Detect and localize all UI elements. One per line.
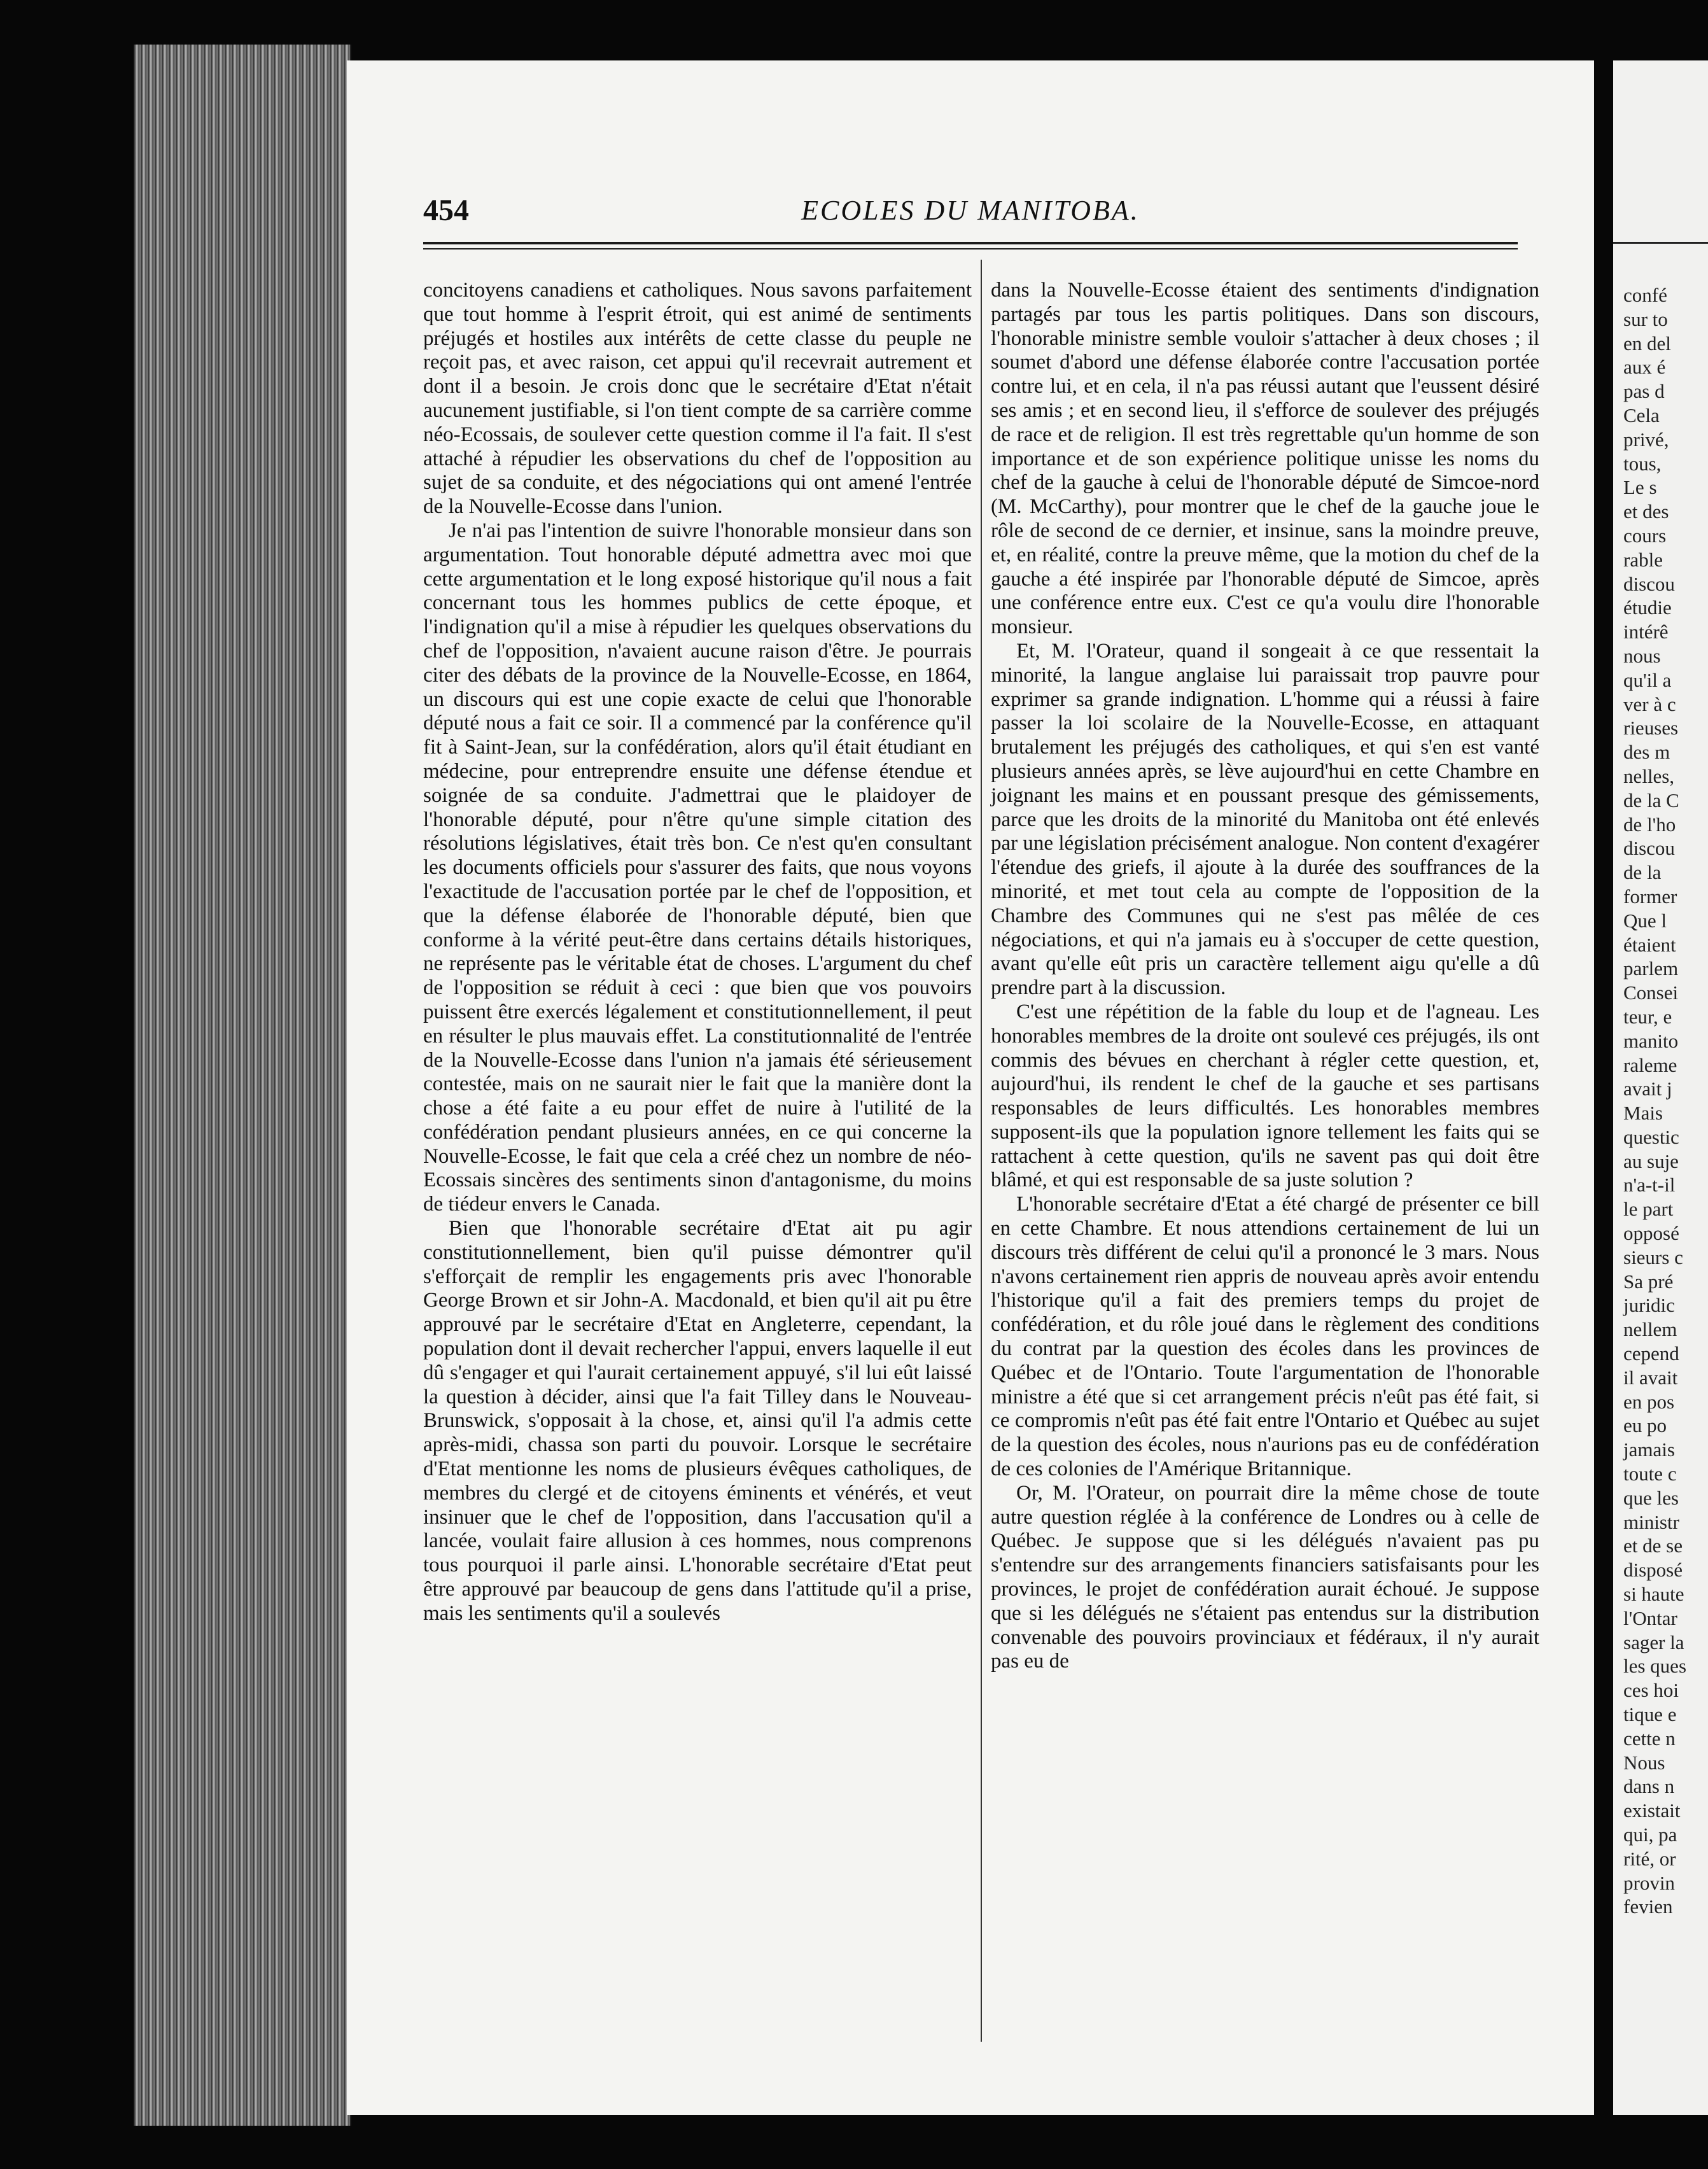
facing-page-line: il avait [1623, 1366, 1678, 1389]
facing-page-line: parlem [1623, 957, 1679, 980]
facing-page-line: toute c [1623, 1463, 1677, 1485]
facing-page-line: cette n [1623, 1727, 1676, 1750]
facing-page-line: nellem [1623, 1318, 1677, 1341]
paragraph: Je n'ai pas l'intention de suivre l'honorable monsieur dans son argumentation. Tout honorable député admettra avec moi que cette argumentation et le long exposé historique qu'il nous a fait concernant tous les hommes publics de cette époque, et l'indignation qu'il a mise à répudier les quelques observations du chef de l'opposition, n'avaient aucune raison d'être. Je pourrais citer des débats de la province de la Nouvelle-Ecosse, en 1864, un discours qui est une copie exacte de celui que l'honorable député nous a fait ce soir. Il a commencé par la conférence qu'il fit à Saint-Jean, sur la confédération, alors qu'il était étudiant en médecine, pour entreprendre ensuite une défense étendue et soignée de sa conduite. J'admettrai que le plaidoyer de l'honorable député, pour n'être qu'une simple citation des résolutions législatives, était très bon. Ce n'est qu'en consultant les documents officiels pour s'assurer des faits, que nous voyons l'exactitude de l'accusation portée par le chef de l'opposition, et que la défense élaborée de l'honorable député, bien que conforme à la vérité peut-être dans certains détails historiques, ne représente pas le véritable état de choses. L'argument du chef de l'opposition se réduit à ceci : que bien que vos pouvoirs puissent être exercés légalement et constitutionnellement, il peut en résulter le plus mauvais effet. La constitutionnalité de l'entrée de la Nouvelle-Ecosse dans l'union n'a jamais été sérieusement contestée, mais on ne saurait nier le fait que la manière dont la chose a été faite a eu pour effet de nuire à l'utilité de la confédération pendant plusieurs années, en ce qui concerne la Nouvelle-Ecosse, le fait que cela a créé chez un nombre de néo-Ecossais sincères des sentiments sinon d'antagonisme, du moins de tiédeur envers le Canada. [423, 519, 972, 1216]
facing-page-line: nous [1623, 644, 1661, 667]
page-header [423, 188, 1518, 232]
facing-page-line: des m [1623, 741, 1670, 764]
paragraph: concitoyens canadiens et catholiques. Nous savons parfaitement que tout homme à l'esprit étroit, qui est animé de sentiments préjugés et hostiles aux intérêts de cette classe du peuple ne reçoit pas, et avec raison, cet appui qu'il recevrait autrement et dont il a besoin. Je crois donc que le secrétaire d'Etat n'était aucunement justifiable, si l'on tient compte de sa carrière comme néo-Ecossais, de soulever cette question comme il l'a fait. Il s'est attaché à répudier les observations du chef de l'opposition au sujet de sa conduite, et des négociations qui ont amené l'entrée de la Nouvelle-Ecosse dans l'union. [423, 279, 972, 519]
facing-page-line: et de se [1623, 1534, 1683, 1557]
facing-page-line: Consei [1623, 981, 1679, 1004]
column-divider [981, 260, 982, 2042]
facing-page-line: former [1623, 885, 1677, 908]
facing-page-line: Sa pré [1623, 1270, 1674, 1293]
facing-page-line: étaient [1623, 933, 1676, 956]
facing-page-line: confé [1623, 284, 1667, 306]
facing-page-line: étudie [1623, 596, 1672, 619]
facing-page-line: opposé [1623, 1222, 1679, 1245]
paragraph: Bien que l'honorable secrétaire d'Etat ait pu agir constitutionnellement, bien qu'il puisse démontrer qu'il s'efforçait de remplir les engagements pris avec l'honorable George Brown et sir John-A. Macdonald, et bien qu'il ait pu être approuvé par le secrétaire d'Etat en Angleterre, cependant, la population dont il devait rechercher l'appui, envers laquelle il eut dû s'engager et qui l'aurait certainement appuyé, s'il lui eût laissé la question à décider, ainsi que l'a fait Tilley dans le Nouveau-Brunswick, s'opposait à la chose, et, ainsi qu'il l'a admis cette après-midi, chassa son parti du pouvoir. Lorsque le secrétaire d'Etat mentionne les noms de plusieurs évêques catholiques, de membres du clergé et de citoyens éminents et vénérés, et veut insinuer que le chef de l'opposition, dans l'accusation qu'il a lancée, voulait faire allusion à ces hommes, nous comprenons tous pourquoi il parle ainsi. L'honorable secrétaire d'Etat peut être approuvé par beaucoup de gens dans l'attitude qu'il a prise, mais les sentiments qu'il a soulevés [423, 1217, 972, 1625]
facing-page-line: si haute [1623, 1583, 1684, 1606]
facing-page-line: et des [1623, 500, 1669, 523]
facing-page-line: les ques [1623, 1655, 1687, 1678]
facing-page-line: discou [1623, 572, 1675, 595]
facing-page-line: qui, pa [1623, 1823, 1677, 1846]
facing-page-line: provin [1623, 1871, 1675, 1894]
facing-page-line: discou [1623, 837, 1675, 860]
facing-page-line: tous, [1623, 452, 1662, 475]
facing-page-line: Le s [1623, 476, 1657, 499]
facing-page-line: en del [1623, 332, 1671, 354]
facing-page-line: nelles, [1623, 764, 1675, 787]
paragraph: C'est une répétition de la fable du loup et de l'agneau. Les honorables membres de la droite ont soulevé ces préjugés, ils ont commis des bévues en cherchant à régler cette question, et, aujourd'hui, ils rendent le chef de la gauche et ses partisans responsables de leurs difficultés. Les honorables membres supposent-ils que la population ignore tellement les faits qui se rattachent à cette question, qu'ils ne savent pas qui doit être blâmé, et qui est responsable de sa juste solution ? [991, 1000, 1539, 1192]
paragraph: Or, M. l'Orateur, on pourrait dire la même chose de toute autre question réglée à la conférence de Londres ou à celle de Québec. Je suppose que si les délégués n'avaient pas pu s'entendre sur des arrangements financiers satisfaisants pour les provinces, le projet de confédération aurait échoué. Je suppose que si les délégués ne s'étaient pas entendus sur la distribution convenable des pouvoirs provinciaux et fédéraux, il n'y aurait pas eu de [991, 1481, 1539, 1673]
facing-page-line: sur to [1623, 307, 1668, 330]
facing-page-line: rieuses [1623, 717, 1679, 740]
facing-page-rule [1613, 242, 1708, 244]
facing-page-line: aux é [1623, 356, 1666, 379]
facing-page-line: intérê [1623, 621, 1669, 643]
facing-page-line: cours [1623, 524, 1667, 547]
paragraph: L'honorable secrétaire d'Etat a été chargé de présenter ce bill en cette Chambre. Et nous attendions certainement de lui un discours très différent de celui qu'il a prononcé le 3 mars. Nous n'avons certainement rien appris de nouveau après avoir entendu l'historique qu'il a fait des premiers temps du projet de confédération, et du rôle joué dans le règlement des conditions du contrat par la question des écoles dans les provinces de Québec et de l'Ontario. Toute l'argumentation de l'honorable ministre a été que si cet arrangement précis n'eût pas été fait, si ce compromis n'eût pas été fait entre l'Ontario et Québec au sujet de la question des écoles, nous n'aurions pas eu de confédération de ces colonies de l'Amérique Britannique. [991, 1193, 1539, 1481]
page-edge-stack [134, 45, 351, 2126]
facing-page-line: qu'il a [1623, 668, 1672, 691]
facing-page-line: tique e [1623, 1703, 1677, 1726]
facing-page-line: le part [1623, 1198, 1674, 1221]
facing-page-line: pas d [1623, 380, 1665, 403]
facing-page-line: manito [1623, 1029, 1679, 1052]
facing-page-line: de l'ho [1623, 813, 1676, 836]
facing-page-line: disposé [1623, 1559, 1683, 1582]
facing-page-line: ministr [1623, 1510, 1679, 1533]
facing-page-line: juridic [1623, 1294, 1675, 1317]
facing-page-line: en pos [1623, 1390, 1675, 1413]
facing-page-line: avait j [1623, 1077, 1672, 1100]
facing-page-line: rité, or [1623, 1847, 1676, 1870]
left-column [423, 279, 972, 1626]
header-rule [423, 242, 1518, 249]
facing-page-line: de la C [1623, 789, 1679, 811]
paragraph: Et, M. l'Orateur, quand il songeait à ce que ressentait la minorité, la langue anglaise lui paraissait trop pauvre pour exprimer sa grande indignation. L'homme qui a réussi à faire passer la loi scolaire de la Nouvelle-Ecosse, en attaquant brutalement les préjugés des catholiques, et qui s'en est vanté plusieurs années après, se lève aujourd'hui en cette Chambre en joignant les mains et en poussant presque des gémissements, parce que les droits de la minorité du Manitoba ont été enlevés par une législation précisément analogue. Non content d'exagérer l'étendue des griefs, il ajoute à la durée des souffrances de la minorité, et met tout cela au compte de l'opposition de la Chambre des Communes qui ne s'est pas mêlée de ces négociations, et qui n'a jamais eu à s'occuper de cette question, avant qu'elle eût pris un caractère tellement aigu qu'elle a dû prendre part à la discussion. [991, 639, 1539, 1000]
right-column [991, 279, 1539, 1674]
facing-page-line: Nous [1623, 1751, 1665, 1774]
paragraph: dans la Nouvelle-Ecosse étaient des sentiments d'indignation partagés par tous les partis politiques. Dans son discours, l'honorable ministre semble vouloir s'attacher à deux choses ; il soumet d'abord une défense élaborée contre l'accusation portée contre lui, et en cela, il n'a pas réussi autant que l'eussent désiré ses amis ; et en second lieu, il s'efforce de soulever des préjugés de race et de religion. Il est très regrettable qu'un homme de son importance et de son expérience politique unisse les noms du chef de la gauche à celui de l'honorable député de Simcoe-nord (M. McCarthy), pour montrer que le chef de la gauche joue le rôle de second de ce dernier, et insinue, sans la moindre preuve, et, en réalité, contre la preuve même, que la motion du chef de la gauche a été inspirée par l'honorable député de Simcoe, après une conférence entre eux. C'est ce qu'a voulu dire l'honorable monsieur. [991, 279, 1539, 639]
page-number: 454 [423, 193, 469, 227]
facing-page-line: sager la [1623, 1631, 1684, 1653]
facing-page-line: Cela [1623, 404, 1660, 426]
facing-page [1613, 60, 1708, 2115]
facing-page-line: au suje [1623, 1149, 1679, 1172]
book-page [347, 60, 1594, 2115]
facing-page-line: privé, [1623, 428, 1669, 451]
facing-page-line: n'a-t-il [1623, 1174, 1676, 1197]
facing-page-line: existait [1623, 1799, 1681, 1822]
facing-page-line: Que l [1623, 909, 1667, 932]
facing-page-line: l'Ontar [1623, 1606, 1677, 1629]
facing-page-line: rable [1623, 548, 1663, 571]
facing-page-line: ces hoi [1623, 1679, 1679, 1702]
facing-page-fragments [1623, 283, 1686, 1919]
facing-page-line: fevien [1623, 1895, 1673, 1918]
running-title: ECOLES DU MANITOBA. [801, 195, 1140, 226]
facing-page-line: eu po [1623, 1414, 1667, 1437]
facing-page-line: Mais [1623, 1102, 1663, 1125]
facing-page-line: sieurs c [1623, 1246, 1683, 1268]
facing-page-line: que les [1623, 1486, 1679, 1509]
facing-page-line: de la [1623, 861, 1662, 884]
facing-page-line: raleme [1623, 1053, 1677, 1076]
facing-page-line: teur, e [1623, 1005, 1672, 1028]
facing-page-line: jamais [1623, 1438, 1675, 1461]
facing-page-line: questic [1623, 1125, 1679, 1148]
facing-page-line: cepend [1623, 1342, 1679, 1365]
facing-page-line: dans n [1623, 1775, 1675, 1798]
facing-page-line: ver à c [1623, 692, 1676, 715]
